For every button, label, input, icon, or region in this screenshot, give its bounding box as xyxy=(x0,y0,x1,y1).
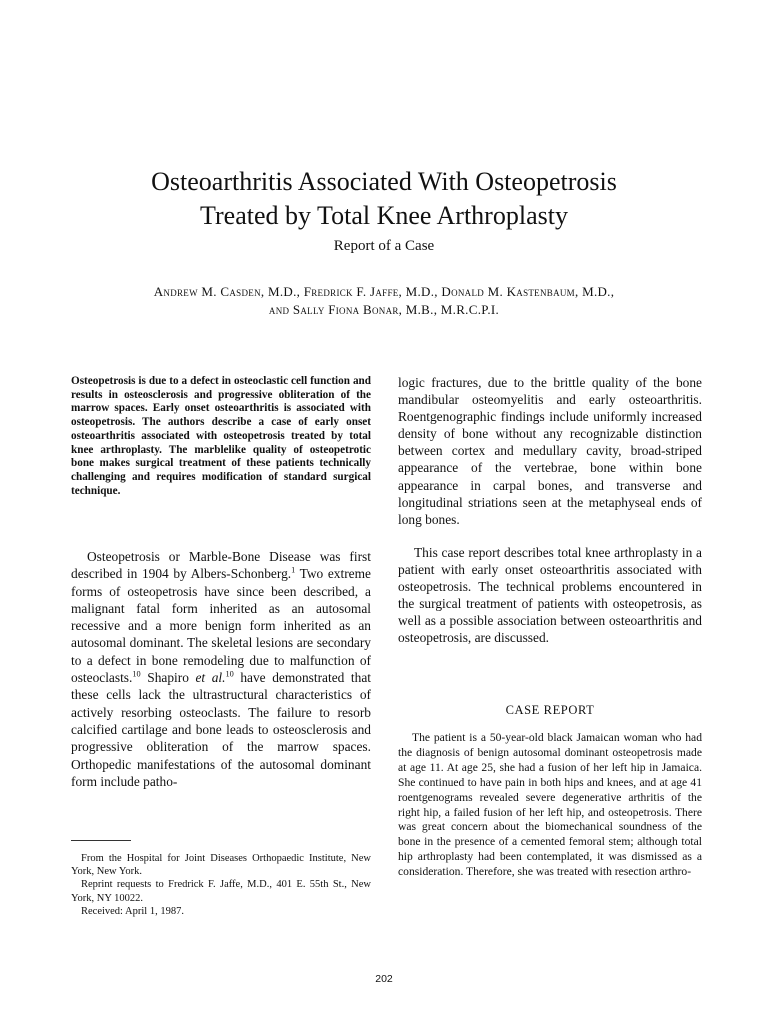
intro-text-b: Two extreme forms of osteopetrosis have since been described, a malignant fatal form inherited as an autosomal recessive and a more benign form inherited as an autosomal dominant. The skeletal lesions are secondary to a defect in bone remodeling due to malfunction of osteoclasts. xyxy=(71,566,371,686)
case-report-text: The patient is a 50-year-old black Jamaican woman who had the diagnosis of benign autosomal dominant osteopetrosis made at age 11. At age 25, she had a fusion of her left hip in Jamaica. She continued to have pain in both hips and knees, and at age 41 roentgenograms revealed severe degenerative arthritis of the right hip, a failed fusion of her left hip, and osteopetrosis. There was great concern about the biomechanical soundness of the bone in the presence of a cemented femoral stem; although total hip arthroplasty had been contemplated, it was dismissed as a consideration. Therefore, she was treated with resection arthro- xyxy=(398,731,702,879)
reference-marker: 10 xyxy=(132,669,141,679)
article-subtitle: Report of a Case xyxy=(333,238,435,254)
author-list-line2: and Sally Fiona Bonar, M.B., M.R.C.P.I. xyxy=(268,302,500,317)
intro-paragraph xyxy=(71,548,371,790)
intro-paragraph-continued: logic fractures, due to the brittle quality of the bone mandibular osteomyelitis and early osteoarthritis. Roentgenographic findings include uniformly increased density of bone without any recognizable distinction between cortex and medullary cavity, broad-striped appearance of the vertebrae, bone within bone appearance in carpal bones, and transverse and longitudinal striations seen at the metaphyseal ends of long bones. xyxy=(398,375,702,527)
footnotes xyxy=(71,852,371,918)
section-heading-case-report: CASE REPORT xyxy=(505,703,595,717)
author-list-line1: Andrew M. Casden, M.D., Fredrick F. Jaffe, M.D., Donald M. Kastenbaum, M.D., xyxy=(153,284,615,299)
intro-text-c: Shapiro xyxy=(140,670,196,686)
footnote-divider xyxy=(71,840,131,841)
page-number: 202 xyxy=(375,973,393,985)
article-title-line2: Treated by Total Knee Arthroplasty xyxy=(200,201,568,230)
intro-text-d: have demonstrated that these cells lack the ultrastructural characteristics of actively resorbing osteoclasts. The failure to resorb calcified cartilage and bone leads to osteosclerosis and progressive obliteration of the marrow spaces. Orthopedic manifestations of the autosomal dominant form include patho- xyxy=(71,670,371,789)
intro-paragraph-2: This case report describes total knee arthroplasty in a patient with early onset osteoarthritis associated with osteopetrosis. The technical problems encountered in the surgical treatment of patients with osteopetrosis, as well as a possible association between osteoarthritis and osteopetrosis, are discussed. xyxy=(398,545,702,645)
article-title-line1: Osteoarthritis Associated With Osteopetrosis xyxy=(151,167,617,196)
footnote-received: Received: April 1, 1987. xyxy=(81,905,184,917)
reference-marker: 1 xyxy=(291,565,296,575)
et-al: et al. xyxy=(195,670,226,686)
abstract: Osteopetrosis is due to a defect in osteoclastic cell function and results in osteosclerosis and progressive obliteration of the marrow spaces. Early onset osteoarthritis is associated with osteopetrosis. The authors describe a case of early onset osteoarthritis associated with osteopetrosis treated by total knee arthroplasty. The marblelike quality of osteopetrotic bone makes surgical treatment of these patients technically challenging and requires modification of standard surgical technique. xyxy=(71,375,371,497)
intro-text-a: Osteopetrosis or Marble-Bone Disease was first described in 1904 by Albers-Schonberg. xyxy=(71,549,371,582)
reference-marker: 10 xyxy=(225,669,234,679)
footnote-reprints: Reprint requests to Fredrick F. Jaffe, M.D., 401 E. 55th St., New York, NY 10022. xyxy=(71,879,371,904)
footnote-affiliation: From the Hospital for Joint Diseases Orthopaedic Institute, New York, New York. xyxy=(71,853,371,878)
